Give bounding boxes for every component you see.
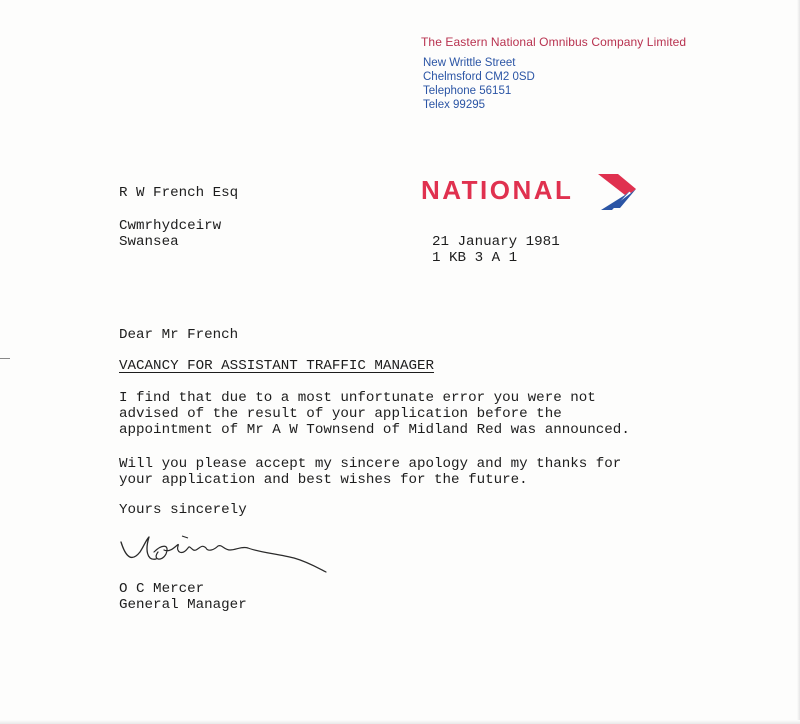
page-edge — [0, 720, 800, 724]
national-logo-text: NATIONAL — [421, 175, 574, 205]
closing: Yours sincerely — [119, 502, 247, 518]
signer-name: O C Mercer — [119, 581, 205, 597]
body-line: your application and best wishes for the future. — [119, 472, 528, 488]
recipient-address — [119, 218, 221, 250]
salutation: Dear Mr French — [119, 327, 239, 343]
letterhead-company-name: The Eastern National Omnibus Company Limited — [421, 35, 687, 49]
body-line: Will you please accept my sincere apology and my thanks for — [119, 456, 622, 472]
signer-block — [119, 581, 247, 613]
body-line: advised of the result of your application before the — [119, 406, 562, 422]
body-paragraph-2 — [119, 456, 621, 488]
signer-title: General Manager — [119, 597, 247, 613]
recipient-address-line: Cwmrhydceirw — [119, 218, 222, 234]
body-line: appointment of Mr A W Townsend of Midland Red was announced. — [119, 422, 630, 438]
recipient-address-line: Swansea — [119, 234, 179, 250]
double-chevron-arrow-icon — [596, 172, 638, 212]
fold-mark — [0, 358, 10, 359]
letterhead-address-line: New Writtle Street — [423, 57, 516, 69]
body-line: I find that due to a most unfortunate error you were not — [119, 390, 596, 406]
subject-line: VACANCY FOR ASSISTANT TRAFFIC MANAGER — [119, 358, 435, 374]
recipient-name: R W French Esq — [119, 185, 239, 201]
body-paragraph-1 — [119, 390, 630, 438]
handwritten-signature — [118, 528, 333, 580]
letterhead-address-line: Telex 99295 — [423, 99, 486, 111]
letter-reference: 1 KB 3 A 1 — [432, 250, 518, 266]
letter-date: 21 January 1981 — [432, 234, 560, 250]
letterhead-address — [423, 56, 535, 112]
letterhead-address-line: Chelmsford CM2 0SD — [423, 71, 535, 83]
letterhead-address-line: Telephone 56151 — [423, 85, 512, 97]
